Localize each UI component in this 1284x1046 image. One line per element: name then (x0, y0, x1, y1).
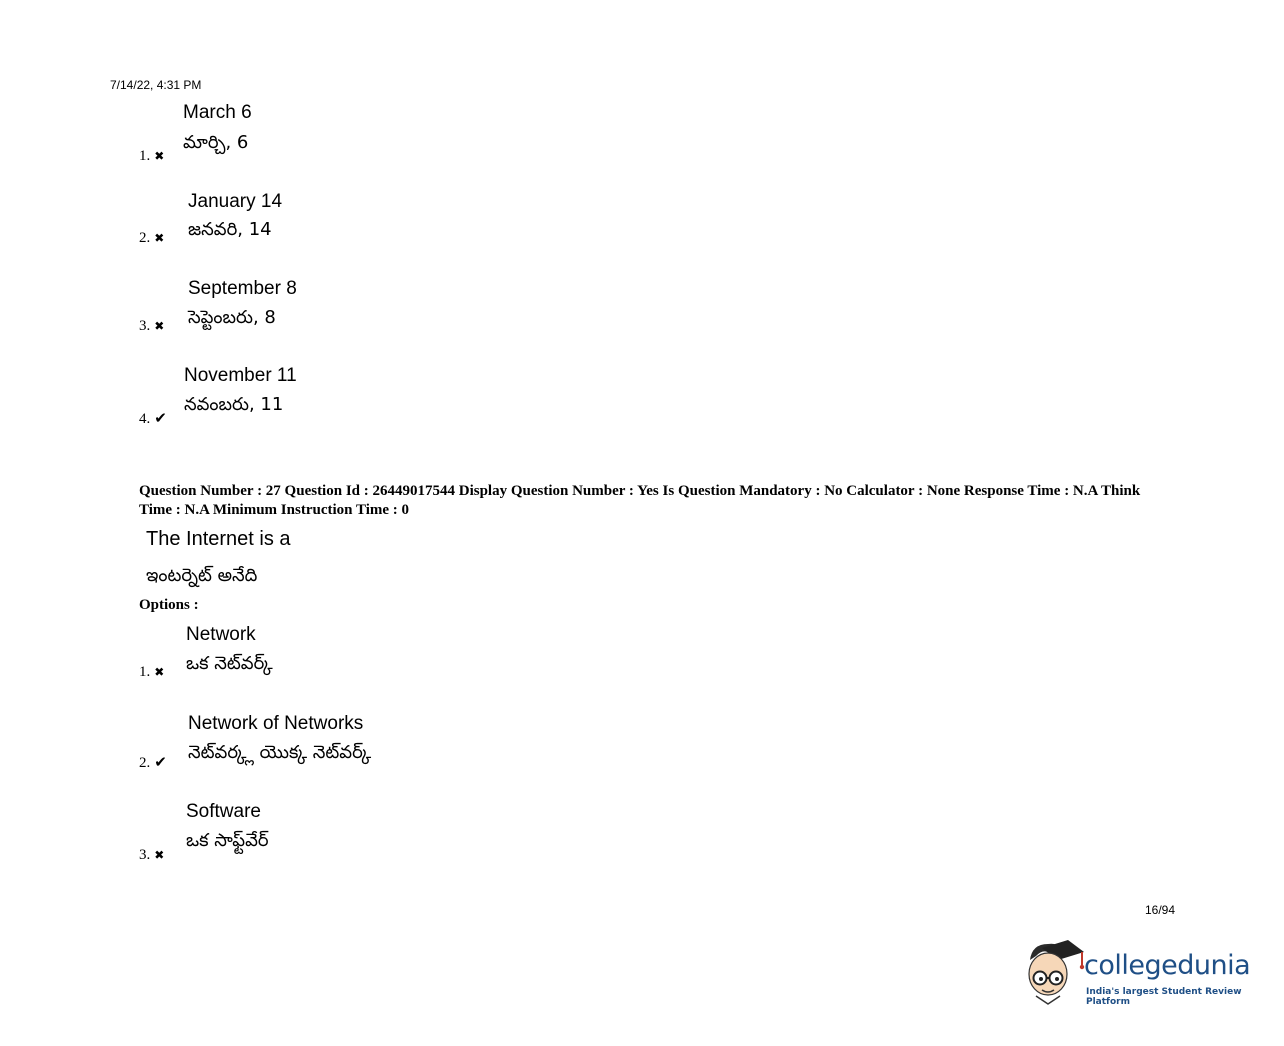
cross-icon: ✖ (154, 149, 165, 163)
option-number: 1. ✖ (139, 664, 165, 680)
option-number: 4. ✔ (139, 409, 167, 427)
collegedunia-logo (1022, 938, 1262, 1010)
option-text-te: నవంబరు, 11 (184, 394, 284, 415)
prev-option-1 (139, 100, 439, 170)
page-number: 16/94 (1145, 903, 1176, 917)
option-text-te: ఒక సాఫ్ట్‌వేర్ (186, 830, 269, 851)
brand-name: collegedunia (1084, 950, 1251, 981)
prev-option-4 (139, 363, 439, 433)
check-icon: ✔ (154, 753, 167, 771)
question-text-te: ఇంటర్నెట్ అనేది (146, 565, 258, 586)
question-option-1 (139, 622, 459, 692)
option-text-en: January 14 (188, 191, 283, 212)
option-text-en: March 6 (183, 102, 252, 123)
option-text-en: Software (186, 801, 261, 822)
question-option-2 (139, 711, 459, 781)
option-text-te: సెప్టెంబరు, 8 (188, 307, 276, 328)
option-text-en: September 8 (188, 278, 297, 299)
option-text-te: నెట్‌వర్క్ల యొక్క నెట్‌వర్క్ (188, 742, 372, 763)
print-timestamp: 7/14/22, 4:31 PM (110, 78, 202, 92)
question-meta: Question Number : 27 Question Id : 26449017544 Display Question Number : Yes Is Question Mandatory : No Calculator : None Response Time : N.A Think Time : N.A Minimum Instruction Time : 0 (139, 483, 1141, 518)
option-number: 1. ✖ (139, 148, 165, 164)
option-number: 3. ✖ (139, 847, 165, 863)
check-icon: ✔ (154, 409, 167, 427)
option-text-te: మార్చి, 6 (183, 132, 249, 153)
option-number: 3. ✖ (139, 318, 165, 334)
prev-option-2 (139, 189, 439, 259)
option-text-te: జనవరి, 14 (188, 219, 272, 240)
option-text-en: November 11 (184, 365, 297, 386)
cross-icon: ✖ (154, 319, 165, 333)
option-number: 2. ✖ (139, 230, 165, 246)
mascot-icon (1022, 938, 1086, 1010)
brand-tagline: India's largest Student Review Platform (1086, 987, 1242, 1007)
option-text-en: Network of Networks (188, 713, 364, 734)
cross-icon: ✖ (154, 231, 165, 245)
cross-icon: ✖ (154, 665, 165, 679)
options-label: Options : (139, 597, 199, 613)
prev-option-3 (139, 276, 439, 346)
option-number: 2. ✔ (139, 753, 167, 771)
option-text-en: Network (186, 624, 256, 645)
option-text-te: ఒక నెట్‌వర్క్ (186, 653, 273, 674)
question-option-3 (139, 799, 459, 869)
question-text-en: The Internet is a (146, 528, 291, 550)
cross-icon: ✖ (154, 848, 165, 862)
